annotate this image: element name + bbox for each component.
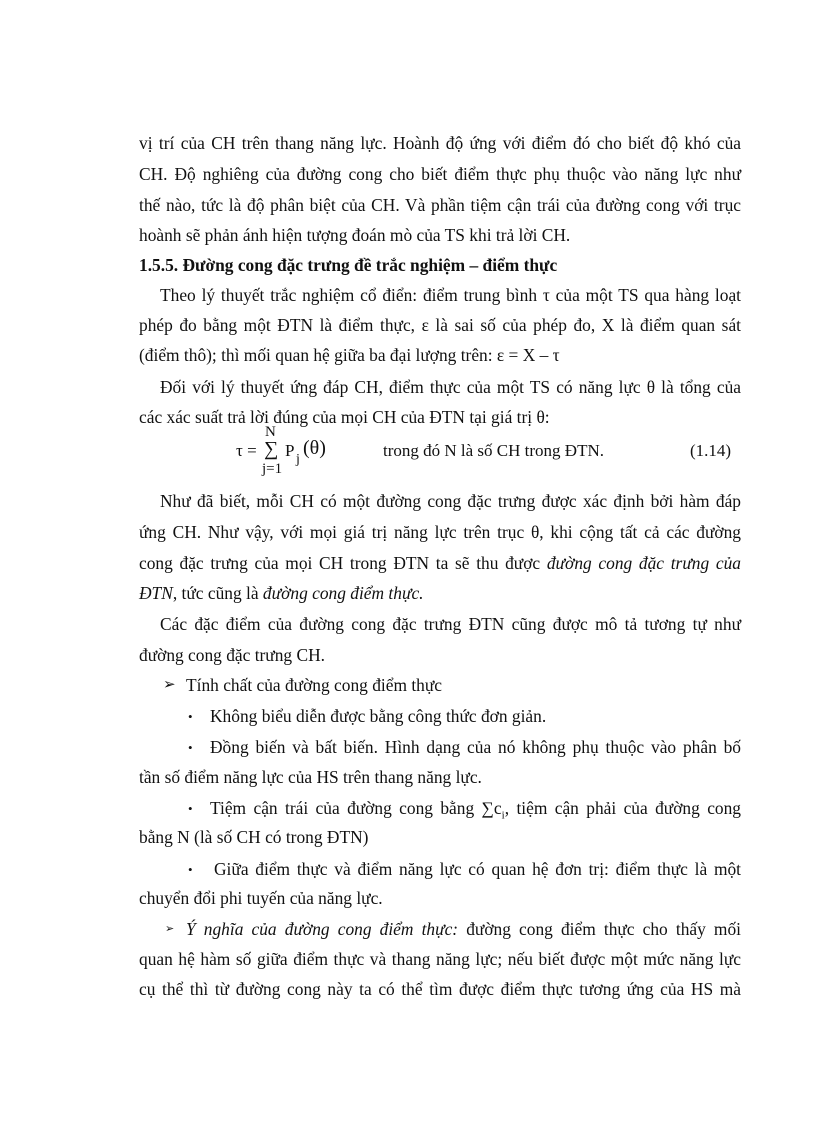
text-line: hoành sẽ phản ánh hiện tượng đoán mò của TS khi trả lời CH. — [139, 225, 571, 245]
text-line: CH. Độ nghiêng của đường cong cho biết điểm thực phụ thuộc vào năng lực như — [139, 164, 741, 184]
text-run: cong đặc trưng của mọi CH trong ĐTN ta sẽ thu được — [139, 553, 547, 573]
dot-bullet-icon: • — [188, 740, 193, 755]
text-line — [139, 578, 741, 608]
text-run: , tiệm cận phải của đường cong — [504, 798, 741, 818]
text-line: quan hệ hàm số giữa điểm thực và thang năng lực; nếu biết được một mức năng lực — [139, 949, 741, 969]
dot-bullet-icon: • — [188, 801, 193, 816]
list-item: Đồng biến và bất biến. Hình dạng của nó không phụ thuộc vào phân bố — [210, 737, 741, 757]
dot-bullet-icon: • — [188, 709, 193, 724]
list-title: Tính chất của đường cong điểm thực — [186, 675, 442, 695]
text-line: Các đặc điểm của đường cong đặc trưng ĐTN cũng được mô tả tương tự như — [160, 614, 741, 634]
subscript: i — [501, 809, 505, 822]
list-item-continuation: chuyển đổi phi tuyến của năng lực. — [139, 888, 383, 908]
text-line: (điểm thô); thì mối quan hệ giữa ba đại lượng trên: ε = X – τ — [139, 345, 560, 365]
list-item-continuation: bằng N (là số CH có trong ĐTN) — [139, 827, 369, 847]
formula-argument: (θ) — [303, 437, 326, 459]
list-item — [210, 793, 741, 823]
emphasis-text: đường cong đặc trưng của — [546, 553, 742, 573]
text-line: vị trí của CH trên thang năng lực. Hoành độ ứng với điểm đó cho biết độ khó của — [139, 133, 741, 153]
emphasis-text: ĐTN — [139, 583, 173, 603]
text-line: Đối với lý thuyết ứng đáp CH, điểm thực của một TS có năng lực θ là tổng của — [160, 377, 741, 397]
text-run: Tiệm cận trái của đường cong bằng ∑c — [210, 798, 502, 818]
arrow-bullet-icon: ➢ — [163, 677, 176, 693]
text-line: đường cong đặc trưng CH. — [139, 645, 325, 665]
formula-subscript: j — [296, 452, 300, 467]
text-line — [186, 914, 741, 944]
text-run: , tức cũng là — [172, 583, 263, 603]
text-line: Theo lý thuyết trắc nghiệm cổ điển: điểm trung bình τ của một TS qua hàng loạt — [160, 285, 741, 305]
emphasis-text: đường cong điểm thực. — [262, 583, 424, 603]
text-line: Như đã biết, mỗi CH có một đường cong đặc trưng được xác định bởi hàm đáp — [160, 491, 741, 511]
formula-lower-limit: j=1 — [262, 461, 283, 477]
text-line — [139, 548, 741, 578]
list-item: Không biểu diễn được bằng công thức đơn giản. — [210, 706, 547, 726]
formula-sigma: ∑ — [264, 438, 279, 460]
formula-term: P — [285, 441, 295, 460]
dot-bullet-icon: • — [188, 862, 193, 877]
arrow-bullet-icon: ➢ — [165, 923, 175, 935]
text-line: các xác suất trả lời đúng của mọi CH của ĐTN tại giá trị θ: — [139, 407, 550, 427]
text-line: thế nào, tức là độ phân biệt của CH. Và phần tiệm cận trái của đường cong với trục — [139, 195, 741, 215]
text-line: phép đo bằng một ĐTN là điểm thực, ε là sai số của phép đo, X là điểm quan sát — [139, 315, 741, 335]
section-heading: 1.5.5. Đường cong đặc trưng đề trắc nghiệm – điểm thực — [139, 255, 558, 275]
formula-lhs: τ = — [236, 441, 257, 460]
emphasis-text: Ý nghĩa của đường cong điểm thực: — [186, 919, 459, 939]
equation-number: (1.14) — [690, 441, 732, 460]
formula-note: trong đó N là số CH trong ĐTN. — [383, 441, 604, 460]
text-line: cụ thể thì từ đường cong này ta có thể tìm được điểm thực tương ứng của HS mà — [139, 979, 741, 999]
text-run: đường cong điểm thực cho thấy mối — [458, 919, 741, 939]
text-line: ứng CH. Như vậy, với mọi giá trị năng lực trên trục θ, khi cộng tất cả các đường — [139, 522, 741, 542]
list-item-continuation: tần số điểm năng lực của HS trên thang năng lực. — [139, 767, 482, 787]
formula-upper-limit: N — [265, 424, 276, 440]
list-item: Giữa điểm thực và điểm năng lực có quan hệ đơn trị: điểm thực là một — [214, 859, 741, 879]
